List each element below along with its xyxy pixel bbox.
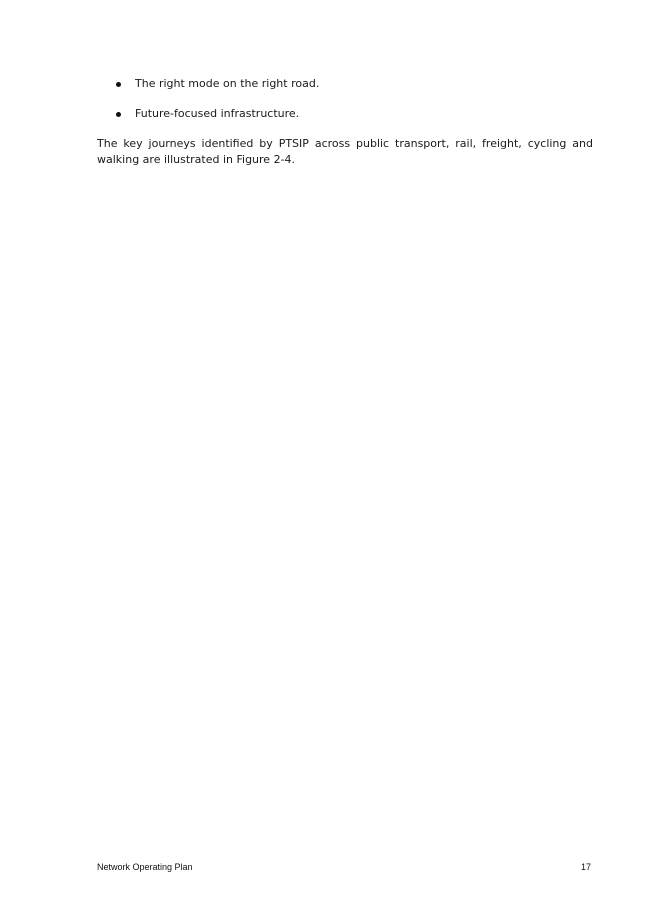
bullet-dot-icon <box>116 82 121 87</box>
bullet-text: Future-focused infrastructure. <box>135 107 300 120</box>
bullet-item <box>97 106 593 122</box>
footer-page-number: 17 <box>580 862 591 872</box>
page-content <box>97 76 593 168</box>
bullet-text: The right mode on the right road. <box>135 77 320 90</box>
footer-document-title: Network Operating Plan <box>97 862 193 872</box>
body-paragraph: The key journeys identified by PTSIP across public transport, rail, freight, cycling and walking are illustrated in Figure 2-4. <box>97 137 593 166</box>
bullet-list <box>97 76 593 122</box>
bullet-item <box>97 76 593 92</box>
bullet-dot-icon <box>116 112 121 117</box>
